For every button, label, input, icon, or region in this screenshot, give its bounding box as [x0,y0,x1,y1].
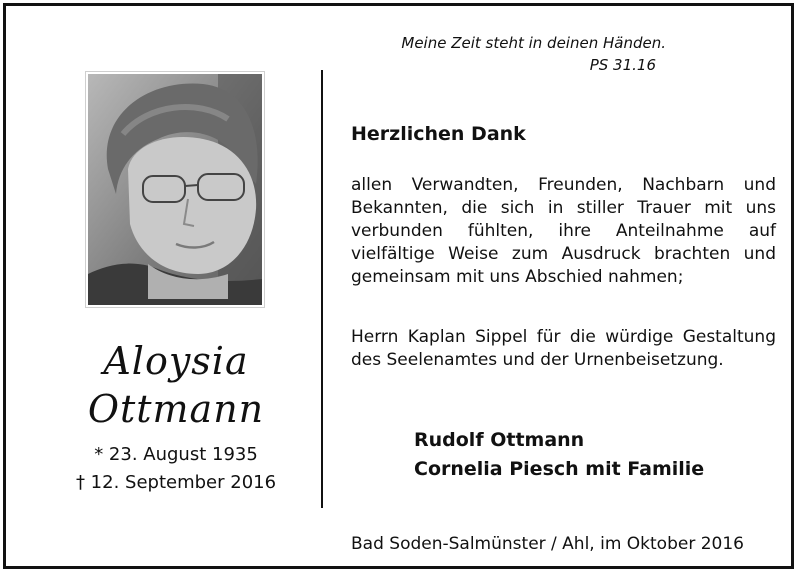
thanks-heading: Herzlichen Dank [351,123,526,145]
quote-reference: PS 31.16 [589,56,656,74]
portrait-photo [86,72,264,307]
deceased-last-name: Ottmann [87,387,265,431]
signers-block [414,426,704,484]
thanks-paragraph-2: Herrn Kaplan Sippel für die würdige Gestaltung des Seelenamtes und der Urnenbeisetzung. [351,327,776,370]
signer-name: Cornelia Piesch mit Familie [414,458,705,480]
bible-quote [366,32,666,76]
vertical-divider [321,70,323,508]
thanks-paragraph-1: allen Verwandten, Freunden, Nachbarn und Bekannten, die sich in stiller Trauer mit uns verbunden fühlten, ihre Anteilnahme auf vielfältige Weise zum Ausdruck brachten und gemeinsam mit uns Abschied nahmen; [351,175,776,287]
notice-frame [3,3,794,569]
birth-date: * 23. August 1935 [94,444,258,465]
portrait-image [88,74,262,305]
deceased-first-name: Aloysia [103,339,249,383]
place-date-footer: Bad Soden-Salmünster / Ahl, im Oktober 2016 [351,534,744,554]
signer-name: Rudolf Ottmann [414,429,585,451]
death-date: † 12. September 2016 [75,472,277,493]
quote-text: Meine Zeit steht in deinen Händen. [401,34,666,52]
